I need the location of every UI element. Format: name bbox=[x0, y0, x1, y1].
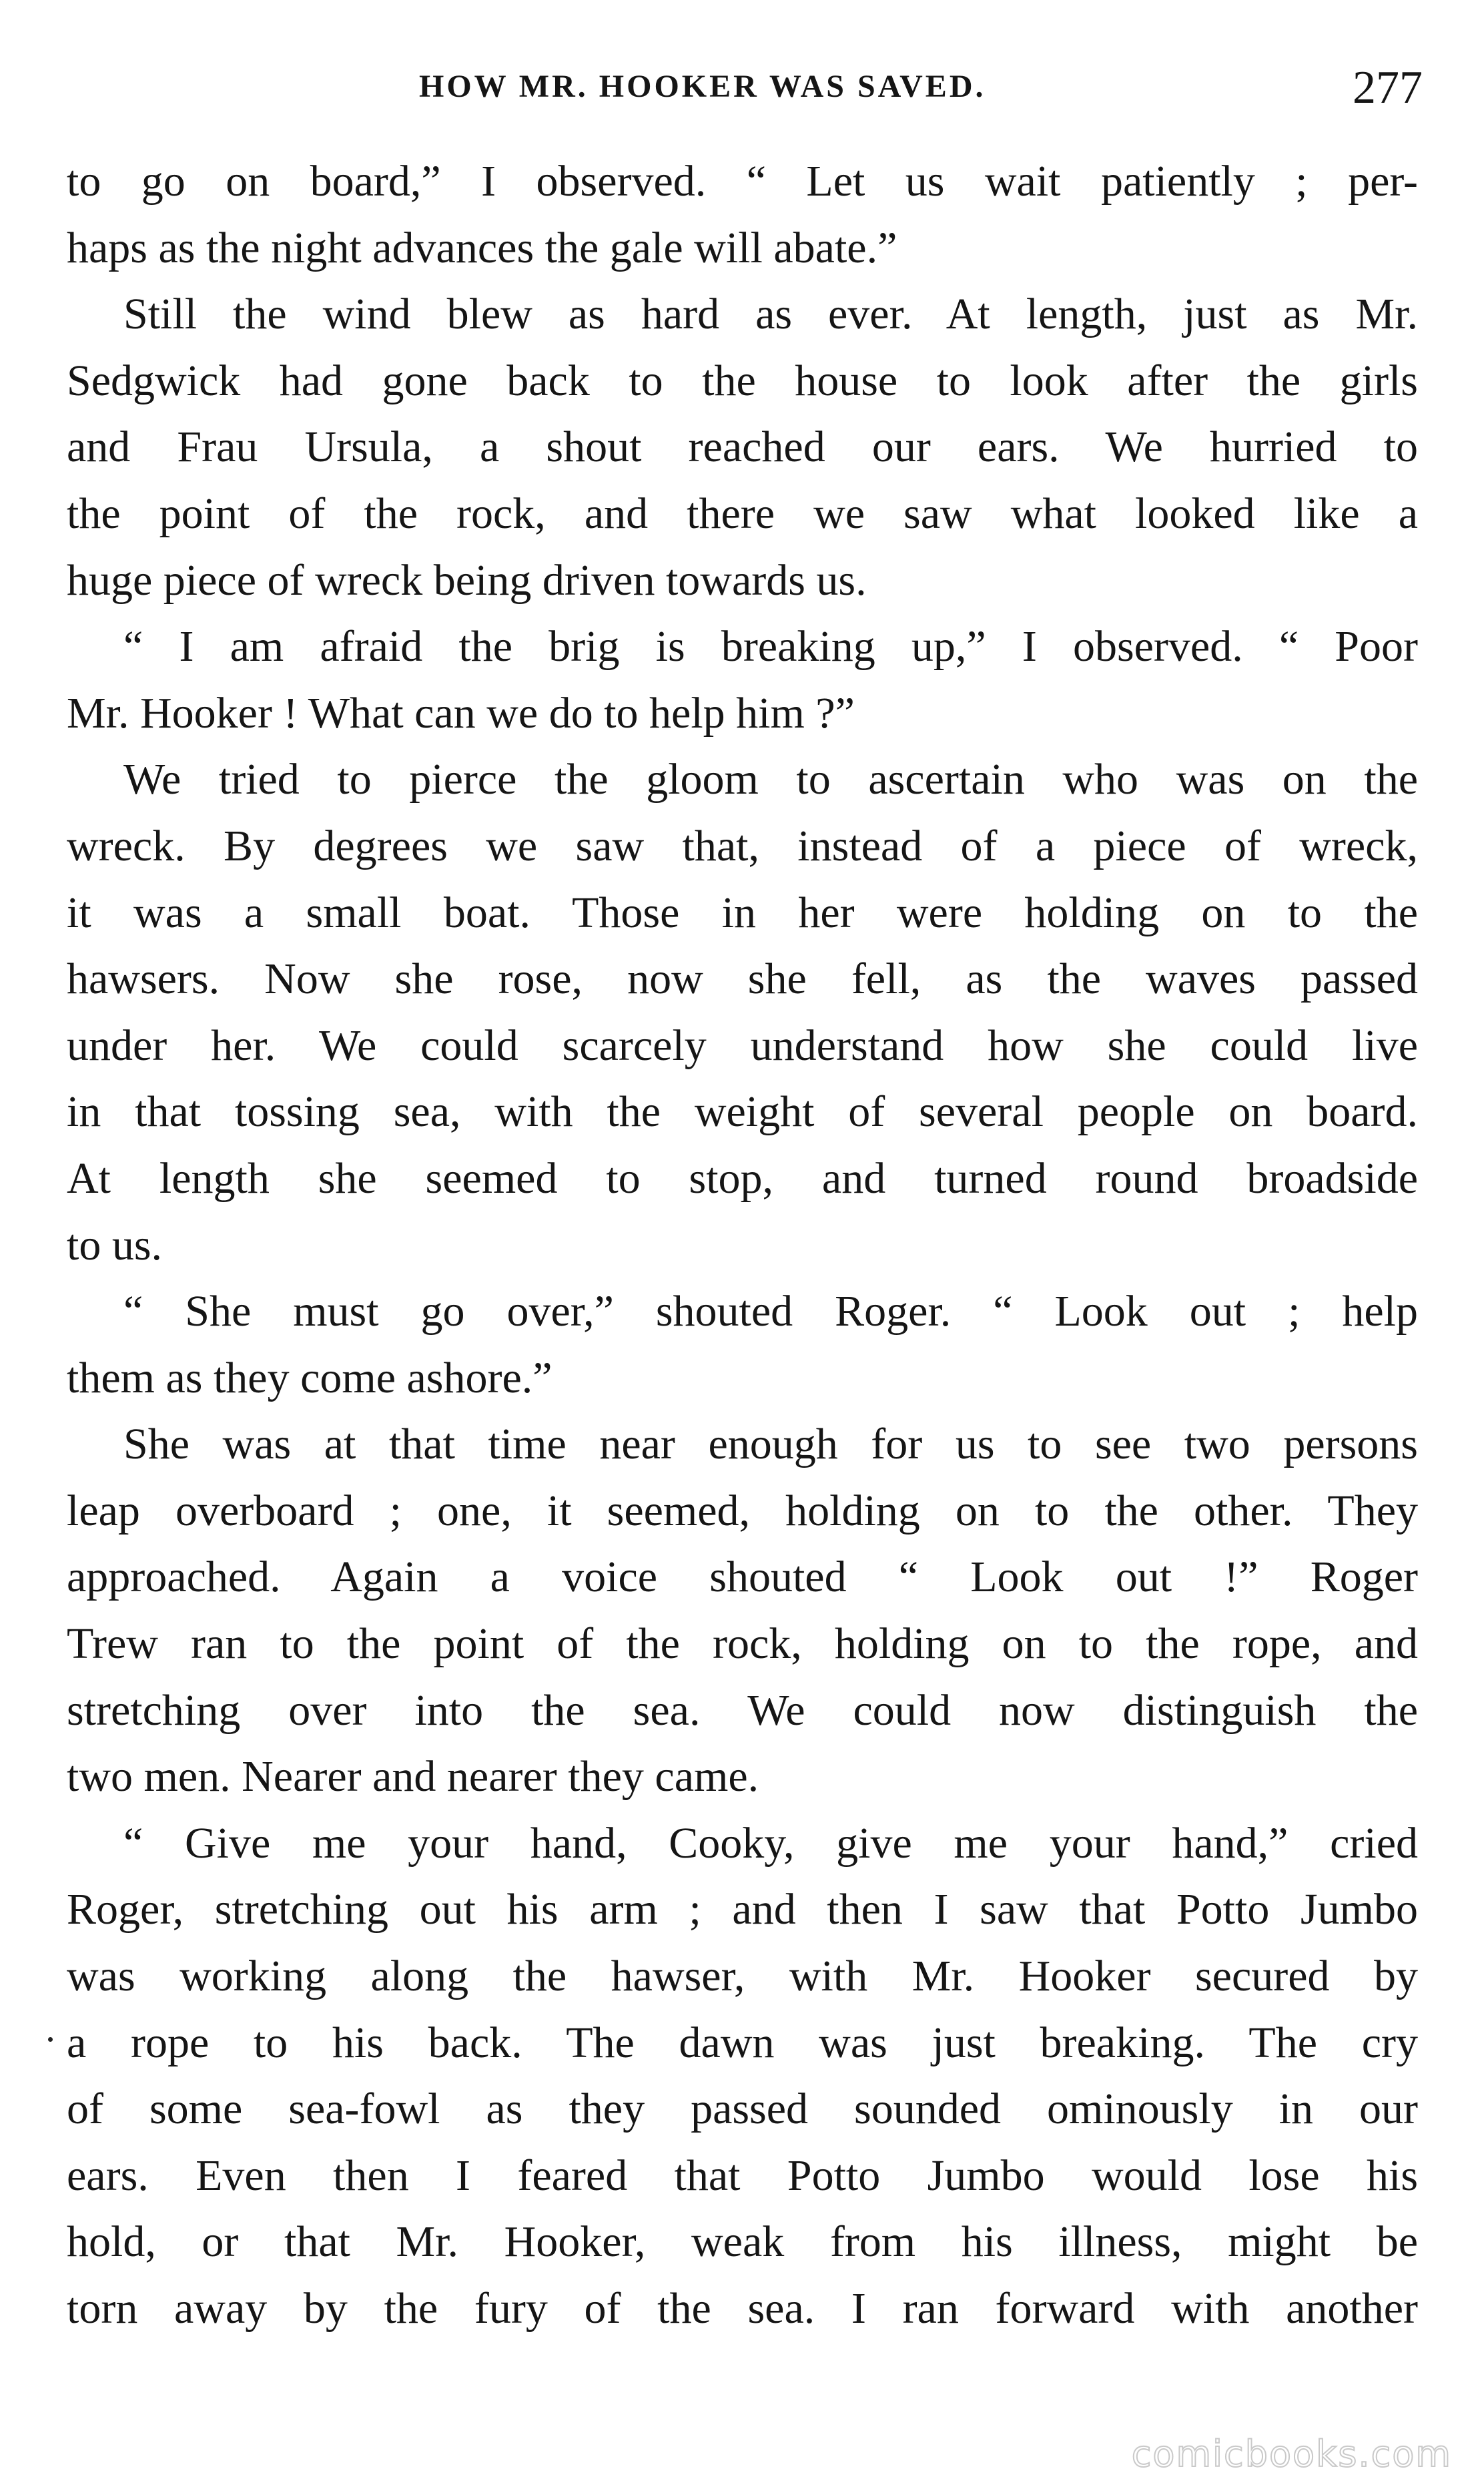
text-line: hawsers. Now she rose, now she fell, as the waves passed bbox=[67, 954, 1418, 1004]
body-text bbox=[67, 148, 1418, 2342]
text-line: “ I am afraid the brig is breaking up,” I observed. “ Poor bbox=[123, 622, 1418, 671]
print-speck bbox=[48, 2037, 53, 2042]
watermark: comicbooks.com bbox=[1131, 2433, 1452, 2475]
text-line: Sedgwick had gone back to the house to look after the girls bbox=[67, 356, 1418, 405]
text-line: two men. Nearer and nearer they came. bbox=[67, 1752, 759, 1802]
text-line: huge piece of wreck being driven towards us. bbox=[67, 555, 867, 605]
text-line: haps as the night advances the gale will abate.” bbox=[67, 223, 897, 272]
text-line: She was at that time near enough for us to see two persons bbox=[123, 1420, 1418, 1469]
text-line: torn away by the fury of the sea. I ran forward with another bbox=[67, 2284, 1418, 2333]
text-line: Roger, stretching out his arm ; and then I saw that Potto Jumbo bbox=[67, 1885, 1418, 1934]
text-line: “ She must go over,” shouted Roger. “ Look out ; help bbox=[123, 1287, 1418, 1336]
text-line: “ Give me your hand, Cooky, give me your hand,” cried bbox=[123, 1818, 1418, 1868]
text-line: in that tossing sea, with the weight of several people on board. bbox=[67, 1087, 1418, 1137]
text-line: Still the wind blew as hard as ever. At length, just as Mr. bbox=[123, 290, 1418, 339]
page-header bbox=[0, 61, 1484, 115]
page-number: 277 bbox=[1353, 62, 1423, 113]
text-line: a rope to his back. The dawn was just breaking. The cry bbox=[67, 2018, 1418, 2067]
text-line: to us. bbox=[67, 1220, 163, 1270]
text-line: and Frau Ursula, a shout reached our ears. We hurried to bbox=[67, 423, 1418, 472]
text-line: it was a small boat. Those in her were holding on to the bbox=[67, 888, 1418, 937]
text-line: of some sea-fowl as they passed sounded ominously in our bbox=[67, 2085, 1418, 2134]
text-line: them as they come ashore.” bbox=[67, 1353, 552, 1402]
text-line: At length she seemed to stop, and turned round broadside bbox=[67, 1153, 1418, 1203]
text-line: Trew ran to the point of the rock, holding on to the rope, and bbox=[67, 1619, 1418, 1669]
text-line: under her. We could scarcely understand how she could live bbox=[67, 1021, 1418, 1070]
text-line: We tried to pierce the gloom to ascertain who was on the bbox=[123, 755, 1418, 804]
text-line: approached. Again a voice shouted “ Look out !” Roger bbox=[67, 1553, 1418, 1602]
text-line: leap overboard ; one, it seemed, holding on to the other. They bbox=[67, 1486, 1418, 1535]
running-head: HOW MR. HOOKER WAS SAVED. bbox=[419, 69, 986, 104]
text-line: ears. Even then I feared that Potto Jumbo would lose his bbox=[67, 2151, 1418, 2200]
text-line: stretching over into the sea. We could now distinguish the bbox=[67, 1685, 1418, 1735]
text-line: hold, or that Mr. Hooker, weak from his illness, might be bbox=[67, 2217, 1418, 2267]
text-line: Mr. Hooker ! What can we do to help him ?” bbox=[67, 688, 855, 738]
text-line: was working along the hawser, with Mr. Hooker secured by bbox=[67, 1952, 1418, 2001]
text-line: to go on board,” I observed. “ Let us wait patiently ; per- bbox=[67, 157, 1418, 206]
text-line: the point of the rock, and there we saw what looked like a bbox=[67, 489, 1418, 538]
text-line: wreck. By degrees we saw that, instead of a piece of wreck, bbox=[67, 821, 1418, 870]
